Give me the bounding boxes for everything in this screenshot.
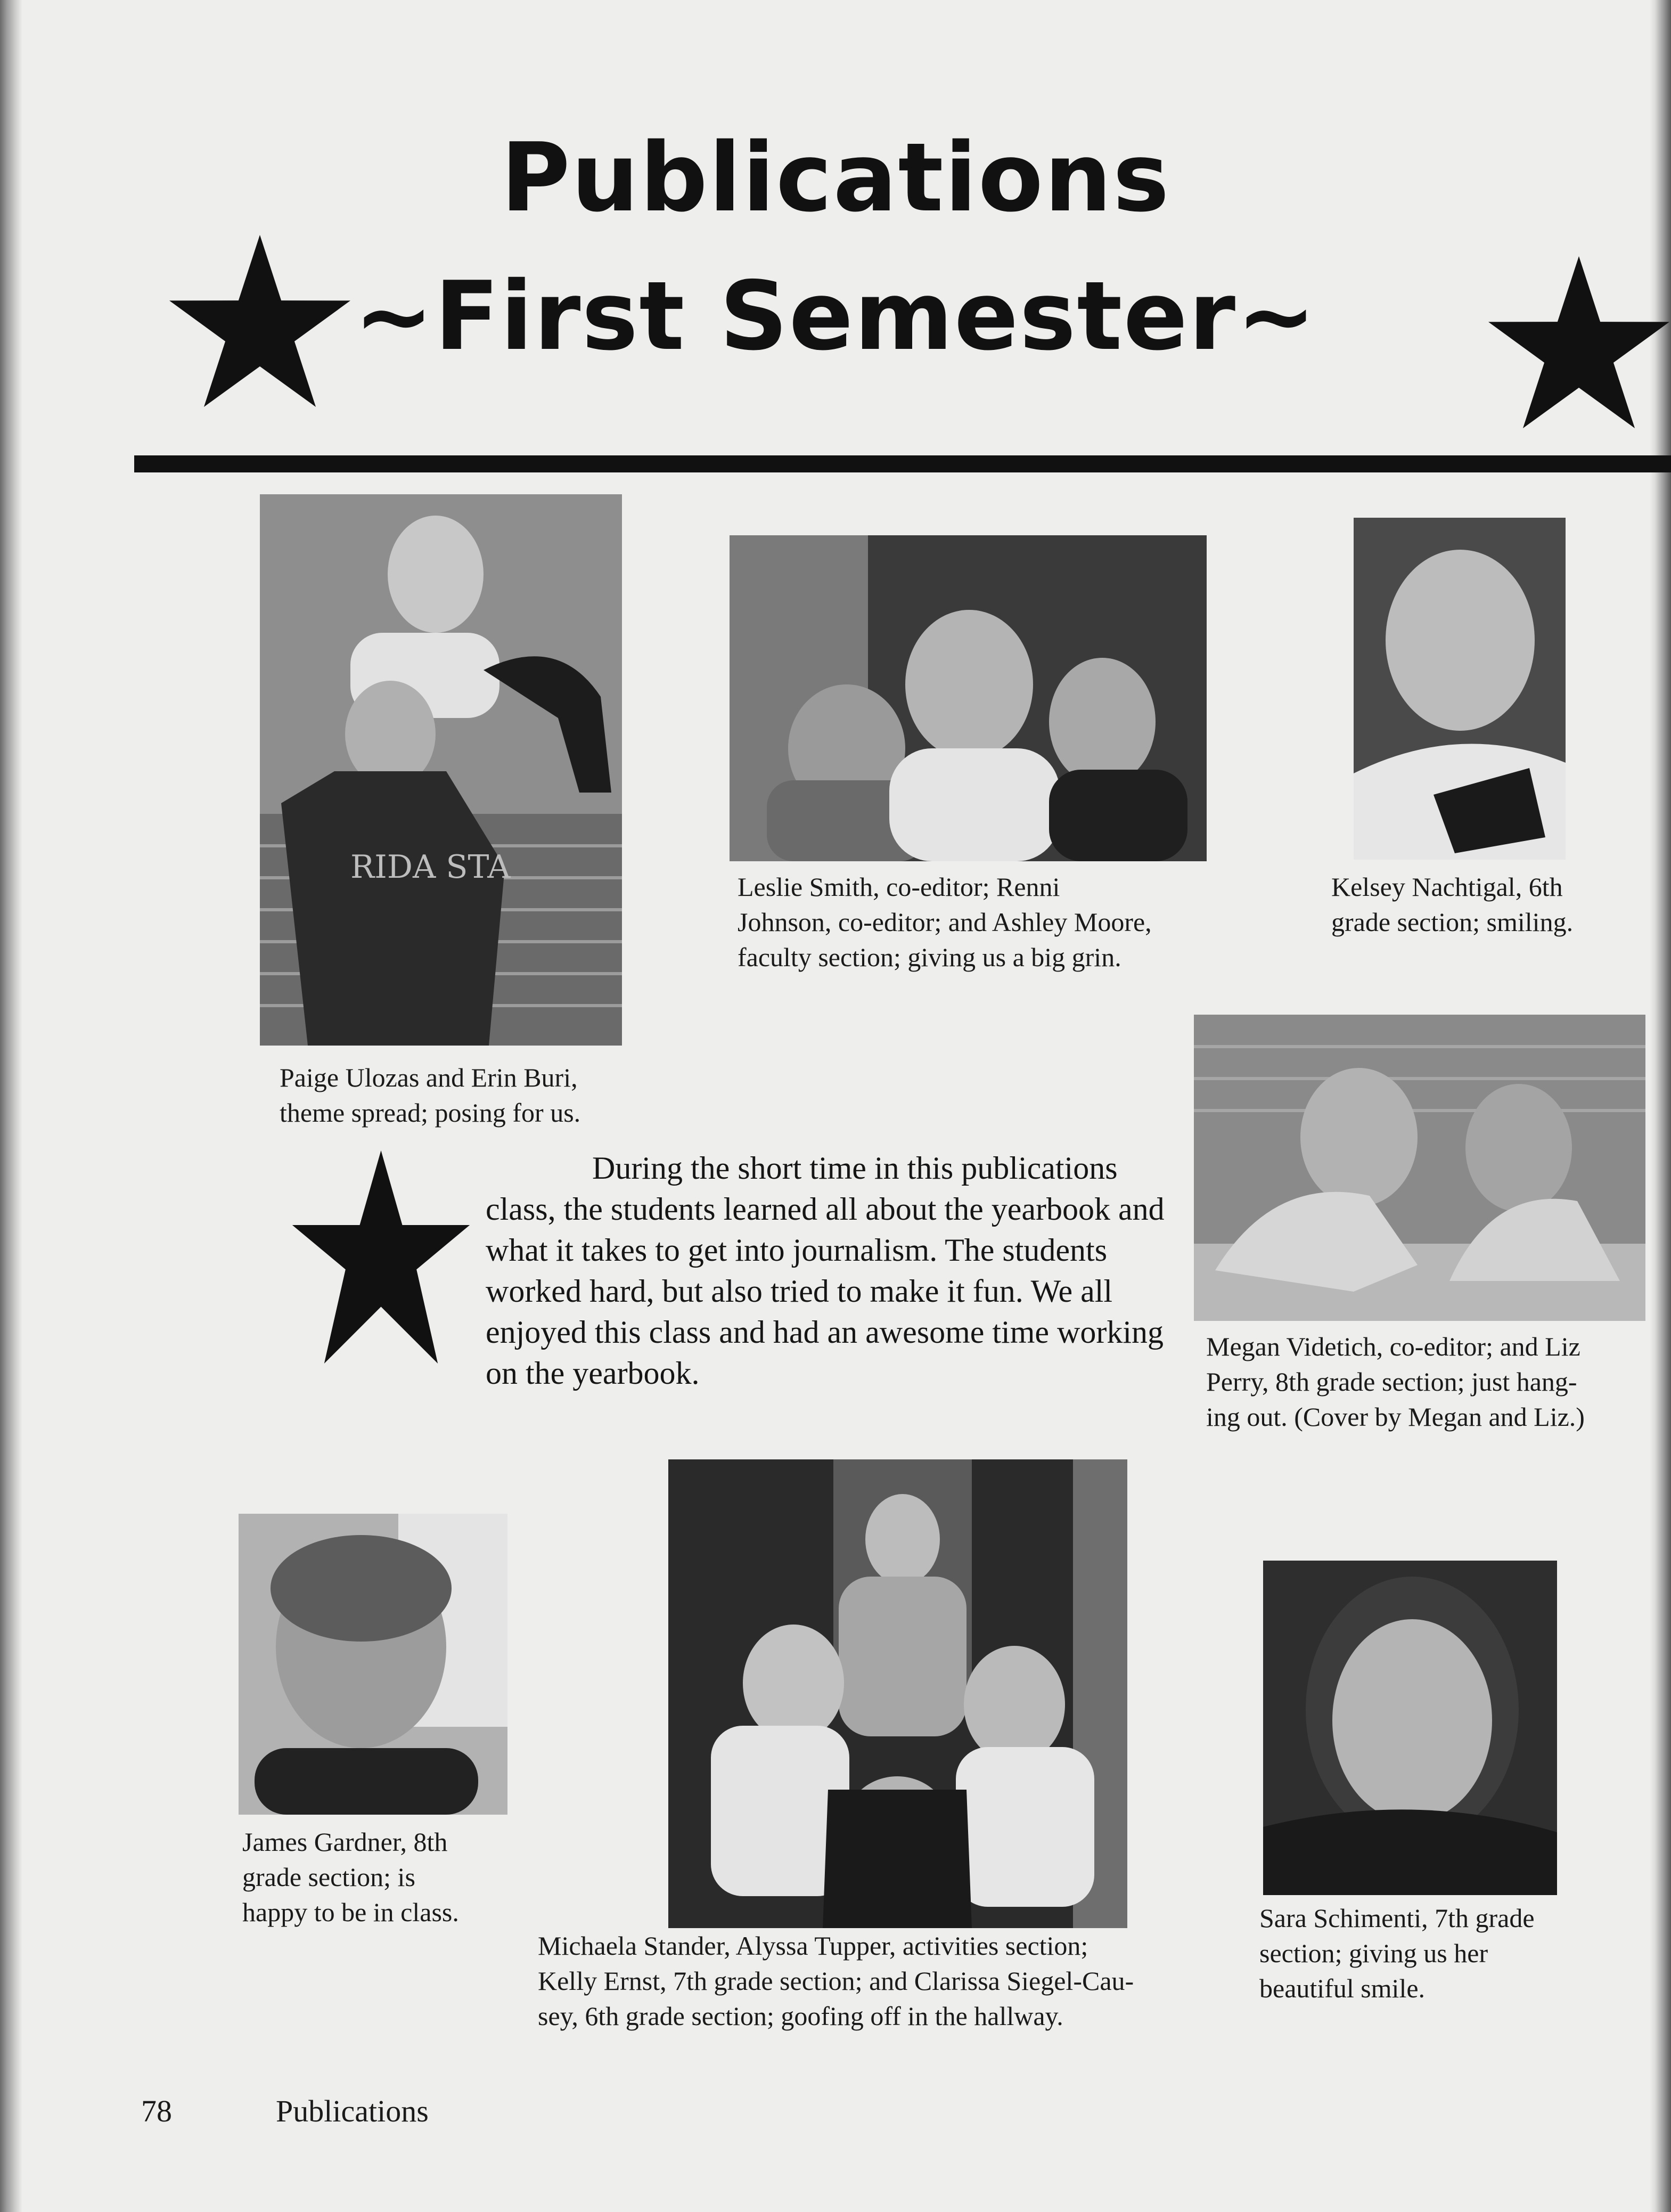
photo-caption: Kelsey Nachtigal, 6th grade section; smiling. [1331,872,1574,937]
photo-megan-liz [1194,1015,1645,1321]
photo-caption: Sara Schimenti, 7th grade section; giving us her beautiful smile. [1259,1903,1535,2003]
photo-caption: Megan Videtich, co-editor; and Liz Perry, 8th grade section; just hang- ing out. (Cover by Megan and Liz.) [1206,1332,1585,1432]
photo-leslie-renni-ashley [730,535,1207,861]
svg-text:RIDA STA: RIDA STA [350,848,511,886]
star-icon [1488,256,1669,429]
star-icon [292,1150,470,1364]
intro-paragraph: During the short time in this publications class, the students learned all about the yearbook and what it takes to get into journalism. The students worked hard, but also tried to make it fun. We all enjoyed this class and had an awesome time working on the yearbook. [486,1150,1165,1391]
page-subtitle: ~First Semester~ [354,261,1317,371]
photo-caption: Leslie Smith, co-editor; Renni Johnson, co-editor; and Ashley Moore, faculty section; giving us a big grin. [738,872,1152,972]
photo-group-hallway [668,1459,1127,1928]
photo-paige-erin [260,494,622,1046]
photo-james [239,1514,507,1815]
photo-caption: Paige Ulozas and Erin Buri, theme spread; posing for us. [280,1063,581,1128]
photo-kelsey [1354,518,1566,860]
page-number: 78 [141,2094,172,2128]
footer-section-name: Publications [276,2094,429,2128]
page-title: Publications [501,123,1170,233]
photo-sara [1263,1561,1557,1895]
title-divider-rule [134,455,1671,472]
photo-caption: James Gardner, 8th grade section; is happy to be in class. [242,1827,459,1927]
photo-caption: Michaela Stander, Alyssa Tupper, activities section; Kelly Ernst, 7th grade section; and Clarissa Siegel-Cau- sey, 6th grade section; goofing off in the hallway. [538,1931,1134,2031]
star-icon [169,234,350,407]
